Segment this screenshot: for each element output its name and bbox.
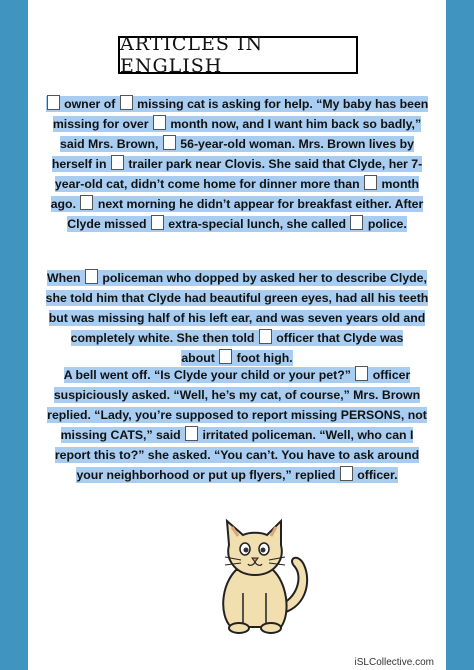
text-segment: month [378, 177, 420, 191]
text-segment: said Mrs. Brown, [60, 137, 162, 151]
title-box [118, 33, 358, 77]
article-blank-box[interactable] [219, 349, 232, 364]
highlighted-text [53, 116, 421, 132]
cat-illustration-icon [191, 515, 321, 635]
highlighted-text [47, 407, 427, 423]
article-blank-box[interactable] [153, 115, 166, 130]
highlighted-text [49, 310, 426, 326]
article-blank-box[interactable] [340, 466, 353, 481]
worksheet-page [28, 0, 446, 670]
text-line [28, 385, 446, 405]
highlighted-text [60, 136, 414, 152]
text-segment: about [181, 351, 219, 365]
text-line [28, 114, 446, 134]
text-segment: policeman who dopped by asked her to describe Clyde, [98, 271, 427, 285]
site-watermark: iSLCollective.com [354, 657, 434, 668]
text-line [28, 194, 446, 214]
highlighted-text [55, 447, 419, 463]
highlighted-text [46, 290, 429, 306]
highlighted-text [61, 427, 414, 443]
text-segment: foot high. [233, 351, 293, 365]
article-blank-box[interactable] [80, 195, 93, 210]
text-segment: trailer park near Clovis. She said that Clyde, her 7- [124, 157, 423, 171]
text-segment: ago. [50, 197, 80, 211]
text-segment: missing cat is asking for help. “My baby has been [133, 97, 429, 111]
highlighted-text [64, 367, 411, 383]
highlighted-text [67, 216, 407, 232]
text-segment: your neighborhood or put up flyers,” replied [76, 468, 339, 482]
text-segment: month now, and I want him back so badly,” [166, 117, 422, 131]
text-line [28, 94, 446, 114]
highlighted-text [47, 270, 427, 286]
text-segment: When [47, 271, 84, 285]
highlighted-text [52, 156, 422, 172]
text-line [28, 134, 446, 154]
highlighted-text [71, 330, 404, 346]
text-line [28, 154, 446, 174]
article-blank-box[interactable] [151, 215, 164, 230]
paragraph-3 [28, 365, 446, 485]
text-segment: police. [364, 217, 407, 231]
text-segment: missing for over [52, 117, 152, 131]
text-segment: officer that Clyde was [272, 331, 404, 345]
highlighted-text [55, 176, 419, 192]
text-line [28, 328, 446, 348]
text-line [28, 308, 446, 328]
text-segment: 56-year-old woman. Mrs. Brown lives by [176, 137, 414, 151]
worksheet-title: ARTICLES IN ENGLISH [120, 33, 264, 77]
paragraph-1 [28, 94, 446, 234]
text-line [28, 214, 446, 234]
highlighted-text [76, 467, 397, 483]
text-segment: year-old cat, didn’t come home for dinner more than [54, 177, 364, 191]
text-segment: herself in [51, 157, 110, 171]
text-segment: owner of [60, 97, 119, 111]
text-segment: report this to?” she asked. “You can’t. You have to ask around [54, 448, 420, 462]
text-line [28, 365, 446, 385]
text-segment: officer. [353, 468, 398, 482]
article-blank-box[interactable] [163, 135, 176, 150]
text-segment: officer [369, 368, 411, 382]
text-segment: extra-special lunch, she called [164, 217, 350, 231]
highlighted-text [51, 196, 424, 212]
text-segment: but was missing half of his left ear, and was seven years old and [48, 311, 426, 325]
text-line [28, 465, 446, 485]
text-line [28, 425, 446, 445]
article-blank-box[interactable] [120, 95, 133, 110]
article-blank-box[interactable] [350, 215, 363, 230]
highlighted-text [54, 387, 420, 403]
article-blank-box[interactable] [111, 155, 124, 170]
text-segment: suspiciously asked. “Well, he’s my cat, of course,” Mrs. Brown [53, 388, 421, 402]
article-blank-box[interactable] [47, 95, 60, 110]
article-blank-box[interactable] [259, 329, 272, 344]
article-blank-box[interactable] [185, 426, 198, 441]
text-line [28, 405, 446, 425]
text-line [28, 268, 446, 288]
text-segment: next morning he didn’t appear for breakfast either. After [94, 197, 424, 211]
text-line [28, 288, 446, 308]
left-border-strip [0, 0, 28, 670]
article-blank-box[interactable] [364, 175, 377, 190]
text-segment: A bell went off. “Is Clyde your child or your pet?” [63, 368, 355, 382]
article-blank-box[interactable] [85, 269, 98, 284]
text-segment: she told him that Clyde had beautiful green eyes, had all his teeth [45, 291, 429, 305]
highlighted-text [181, 350, 292, 366]
paragraph-2 [28, 268, 446, 368]
article-blank-box[interactable] [355, 366, 368, 381]
text-segment: completely white. She then told [70, 331, 258, 345]
highlighted-text [46, 96, 429, 112]
text-segment: irritated policeman. “Well, who can I [199, 428, 414, 442]
text-segment: replied. “Lady, you’re supposed to report missing PERSONS, not [47, 408, 427, 422]
text-segment: Clyde missed [67, 217, 150, 231]
text-segment: missing CATS,” said [60, 428, 185, 442]
right-border-strip [446, 0, 474, 670]
text-line [28, 174, 446, 194]
text-line [28, 445, 446, 465]
